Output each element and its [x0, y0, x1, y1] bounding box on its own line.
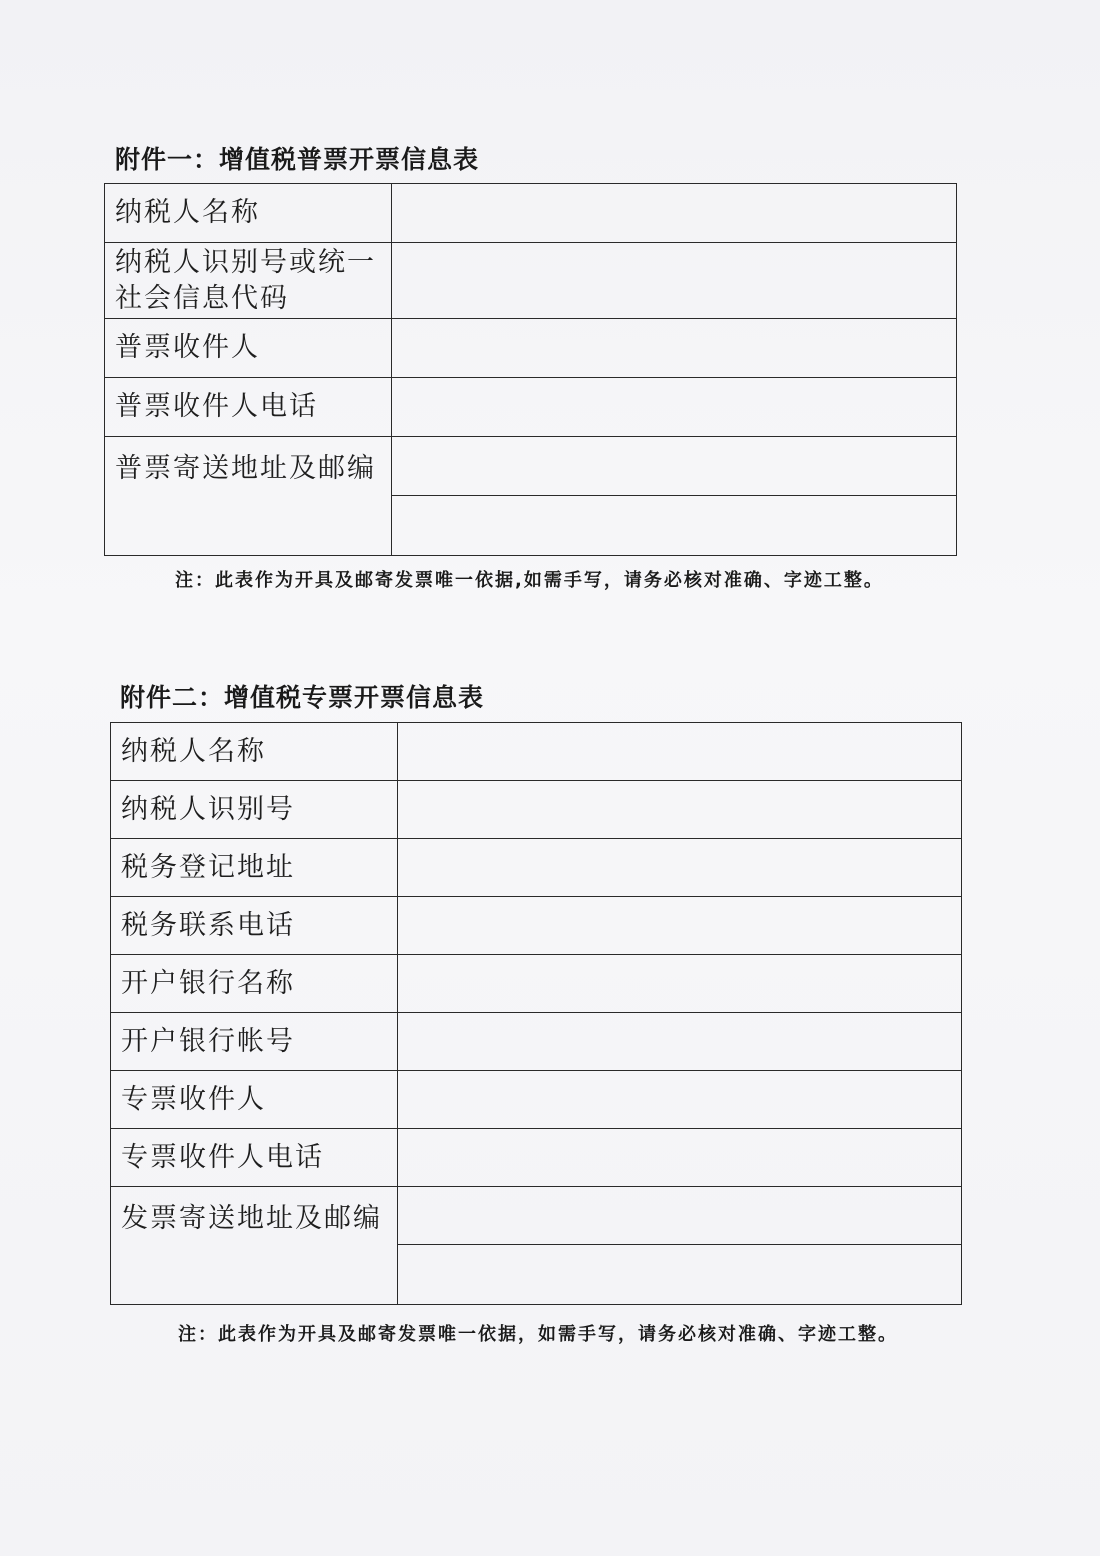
registered-address-field[interactable]	[398, 839, 962, 897]
mailing-address-field-2[interactable]	[398, 1245, 962, 1305]
field-label-bank-account: 开户银行帐号	[111, 1013, 398, 1071]
table-row	[111, 897, 962, 955]
field-label-tax-phone: 税务联系电话	[111, 897, 398, 955]
table-row	[111, 1071, 962, 1129]
bank-name-field[interactable]	[398, 955, 962, 1013]
taxpayer-id-field[interactable]	[392, 243, 957, 319]
taxpayer-name-field[interactable]	[392, 184, 957, 243]
field-label-taxpayer-id	[105, 243, 392, 319]
table-row	[111, 955, 962, 1013]
table-row	[111, 1013, 962, 1071]
label-line: 社会信息代码	[115, 282, 289, 314]
field-label-recipient: 专票收件人	[111, 1071, 398, 1129]
field-label-recipient-phone: 普票收件人电话	[105, 378, 392, 437]
recipient-phone-field[interactable]	[392, 378, 957, 437]
section2-note: 注：此表作为开具及邮寄发票唯一依据，如需手写，请务必核对准确、字迹工整。	[178, 1324, 898, 1345]
table-row	[111, 839, 962, 897]
recipient-field[interactable]	[392, 319, 957, 378]
special-invoice-table	[110, 722, 962, 1305]
field-label-recipient: 普票收件人	[105, 319, 392, 378]
mailing-address-field-2[interactable]	[392, 496, 957, 556]
table-row	[105, 184, 957, 243]
section1-note: 注：此表作为开具及邮寄发票唯一依据,如需手写，请务必核对准确、字迹工整。	[175, 570, 884, 591]
tax-phone-field[interactable]	[398, 897, 962, 955]
field-label-taxpayer-name: 纳税人名称	[105, 184, 392, 243]
field-label-recipient-phone: 专票收件人电话	[111, 1129, 398, 1187]
field-label-registered-address: 税务登记地址	[111, 839, 398, 897]
field-label-taxpayer-id: 纳税人识别号	[111, 781, 398, 839]
field-label-mailing-address: 发票寄送地址及邮编	[111, 1187, 398, 1305]
bank-account-field[interactable]	[398, 1013, 962, 1071]
table-row	[111, 723, 962, 781]
taxpayer-id-field[interactable]	[398, 781, 962, 839]
taxpayer-name-field[interactable]	[398, 723, 962, 781]
table-row	[105, 243, 957, 319]
mailing-address-field-1[interactable]	[398, 1187, 962, 1245]
table-row	[111, 1129, 962, 1187]
section2-title: 附件二：增值税专票开票信息表	[120, 683, 485, 712]
table-row	[105, 437, 957, 496]
table-row	[111, 1187, 962, 1245]
table-row	[111, 781, 962, 839]
recipient-field[interactable]	[398, 1071, 962, 1129]
section1-title: 附件一：增值税普票开票信息表	[115, 145, 480, 174]
table-row	[105, 378, 957, 437]
recipient-phone-field[interactable]	[398, 1129, 962, 1187]
ordinary-invoice-table	[104, 183, 957, 556]
field-label-mailing-address: 普票寄送地址及邮编	[105, 437, 392, 556]
label-line: 纳税人识别号或统一	[115, 246, 376, 278]
field-label-bank-name: 开户银行名称	[111, 955, 398, 1013]
table-row	[105, 319, 957, 378]
mailing-address-field-1[interactable]	[392, 437, 957, 496]
field-label-taxpayer-name: 纳税人名称	[111, 723, 398, 781]
